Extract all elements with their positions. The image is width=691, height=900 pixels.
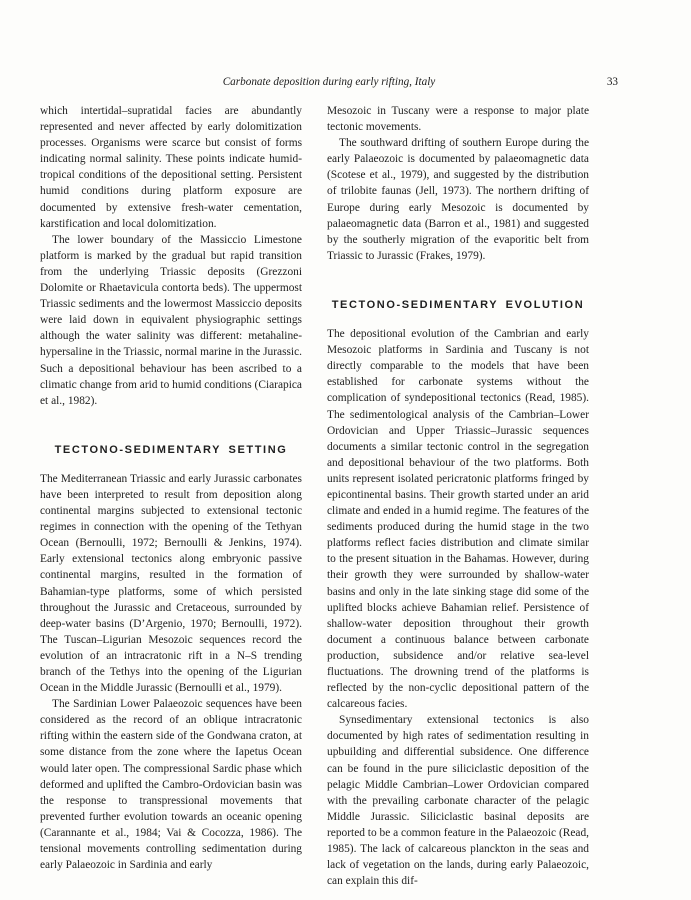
left-column bbox=[40, 103, 302, 873]
paragraph: The lower boundary of the Massiccio Limestone platform is marked by the gradual but rapid transition from the underlying Triassic deposits (Grezzoni Dolomite or Rhaetavicula contorta beds). The uppermost Triassic sediments and the lowermost Massiccio deposits were laid down in equivalent physiographic settings although the water salinity was different: metahaline-hypersaline in the Triassic, normal marine in the Jurassic. Such a depositional behaviour has been ascribed to a climatic change from arid to humid conditions (Ciarapica et al., 1982). bbox=[40, 233, 302, 407]
right-column bbox=[327, 103, 589, 889]
spacer bbox=[40, 409, 302, 442]
paragraph: The Sardinian Lower Palaeozoic sequences have been considered as the record of an oblique intracratonic rifting within the eastern side of the Gondwana craton, at some distance from the zone where the Iapetus Ocean would later open. The compressional Sardic phase which deformed and uplifted the Cambro-Ordovician basin was the response to transpressional movements that prevented further evolution towards an oceanic opening (Carannante et al., 1984; Vai & Cocozza, 1986). The tensional movements controlling sedimentation during early Palaeozoic in Sardinia and early bbox=[40, 698, 302, 872]
paragraph: Mesozoic in Tuscany were a response to major plate tectonic movements. bbox=[327, 105, 589, 134]
paragraph: The depositional evolution of the Cambrian and early Mesozoic platforms in Sardinia and Tuscany is not directly comparable to the models that have been established for carbonate systems without the complication of syndepositional tectonics (Read, 1985). The sedimentological analysis of the Cambrian–Lower Ordovician and Upper Triassic–Jurassic sequences documents a similar tectonic control in the segregation and depositional behaviour of the two platforms. Both units represent isolated pericratonic platforms fringed by epicontinental basins. Their growth started under an arid climate and ended in a humid regime. The features of the sediments produced during the humid stage in the two platforms reflect facies distribution and climate similar to the present situation in the Bahamas. However, during their growth they were surrounded by shallow-water basins and only in the late sinking stage did some of the uplifted blocks achieve Bahamian relief. Persistence of shallow-water deposition throughout their growth document a continuous balance between carbonate production, subsidence and/or relative sea-level fluctuations. The drowning trend of the platforms is reflected by the non-cyclic depositional pattern of the calcareous facies. bbox=[327, 328, 589, 711]
paragraph: The Mediterranean Triassic and early Jurassic carbonates have been interpreted to result from deposition along continental margins subjected to extensional tectonic regimes in connection with the opening of the Tethyan Ocean (Bernoulli, 1972; Bernoulli & Jenkins, 1974). Early extensional tectonics along embryonic passive continental margins, resulted in the formation of Bahamian-type platforms, some of which persisted throughout the Jurassic and Cretaceous, surrounded by deep-water basins (D’Argenio, 1970; Bernoulli, 1972). The Tuscan–Ligurian Mesozoic sequences record the evolution of an intracratonic rift in a N–S trending branch of the Tethys into the opening of the Ligurian Ocean in the Middle Jurassic (Bernoulli et al., 1979). bbox=[40, 472, 302, 695]
page-header bbox=[40, 76, 618, 92]
section-heading: TECTONO-SEDIMENTARY SETTING bbox=[54, 443, 288, 456]
section-heading: TECTONO-SEDIMENTARY EVOLUTION bbox=[331, 298, 585, 311]
spacer bbox=[40, 458, 302, 471]
paragraph: Synsedimentary extensional tectonics is also documented by high rates of sedimentation resulting in upbuilding and differential subsidence. One difference can be found in the pure siliciclastic deposition of the pelagic Middle Cambrian–Lower Ordovician compared with the prevailing carbonate character of the pelagic Middle Jurassic. Siliciclastic basinal deposits are reported to be a common feature in the Palaeozoic (Read, 1985). The lack of calcareous planckton in the seas and lack of vegetation on the lands, during early Palaeozoic, can explain this dif- bbox=[327, 714, 589, 888]
paragraph: The southward drifting of southern Europe during the early Palaeozoic is documented by palaeomagnetic data (Scotese et al., 1979), and suggested by the distribution of trilobite faunas (Jell, 1973). The northern drifting of Europe during early Mesozoic is documented by palaeomagnetic data (Barron et al., 1981) and suggested by the southerly migration of the evaporitic belt from Triassic to Jurassic (Frakes, 1979). bbox=[327, 137, 589, 262]
spacer bbox=[327, 264, 589, 297]
running-title: Carbonate deposition during early rifting, Italy bbox=[222, 76, 436, 88]
paragraph: which intertidal–supratidal facies are abundantly represented and never affected by early dolomitization processes. Organisms were scarce but consist of forms indicating normal salinity. These points indicate humid-tropical conditions of the depositional setting. Persistent humid conditions during platform exposure are documented by extensive fresh-water cementation, karstification and local dolomitization. bbox=[40, 105, 302, 230]
spacer bbox=[327, 313, 589, 326]
page-number: 33 bbox=[606, 76, 618, 88]
